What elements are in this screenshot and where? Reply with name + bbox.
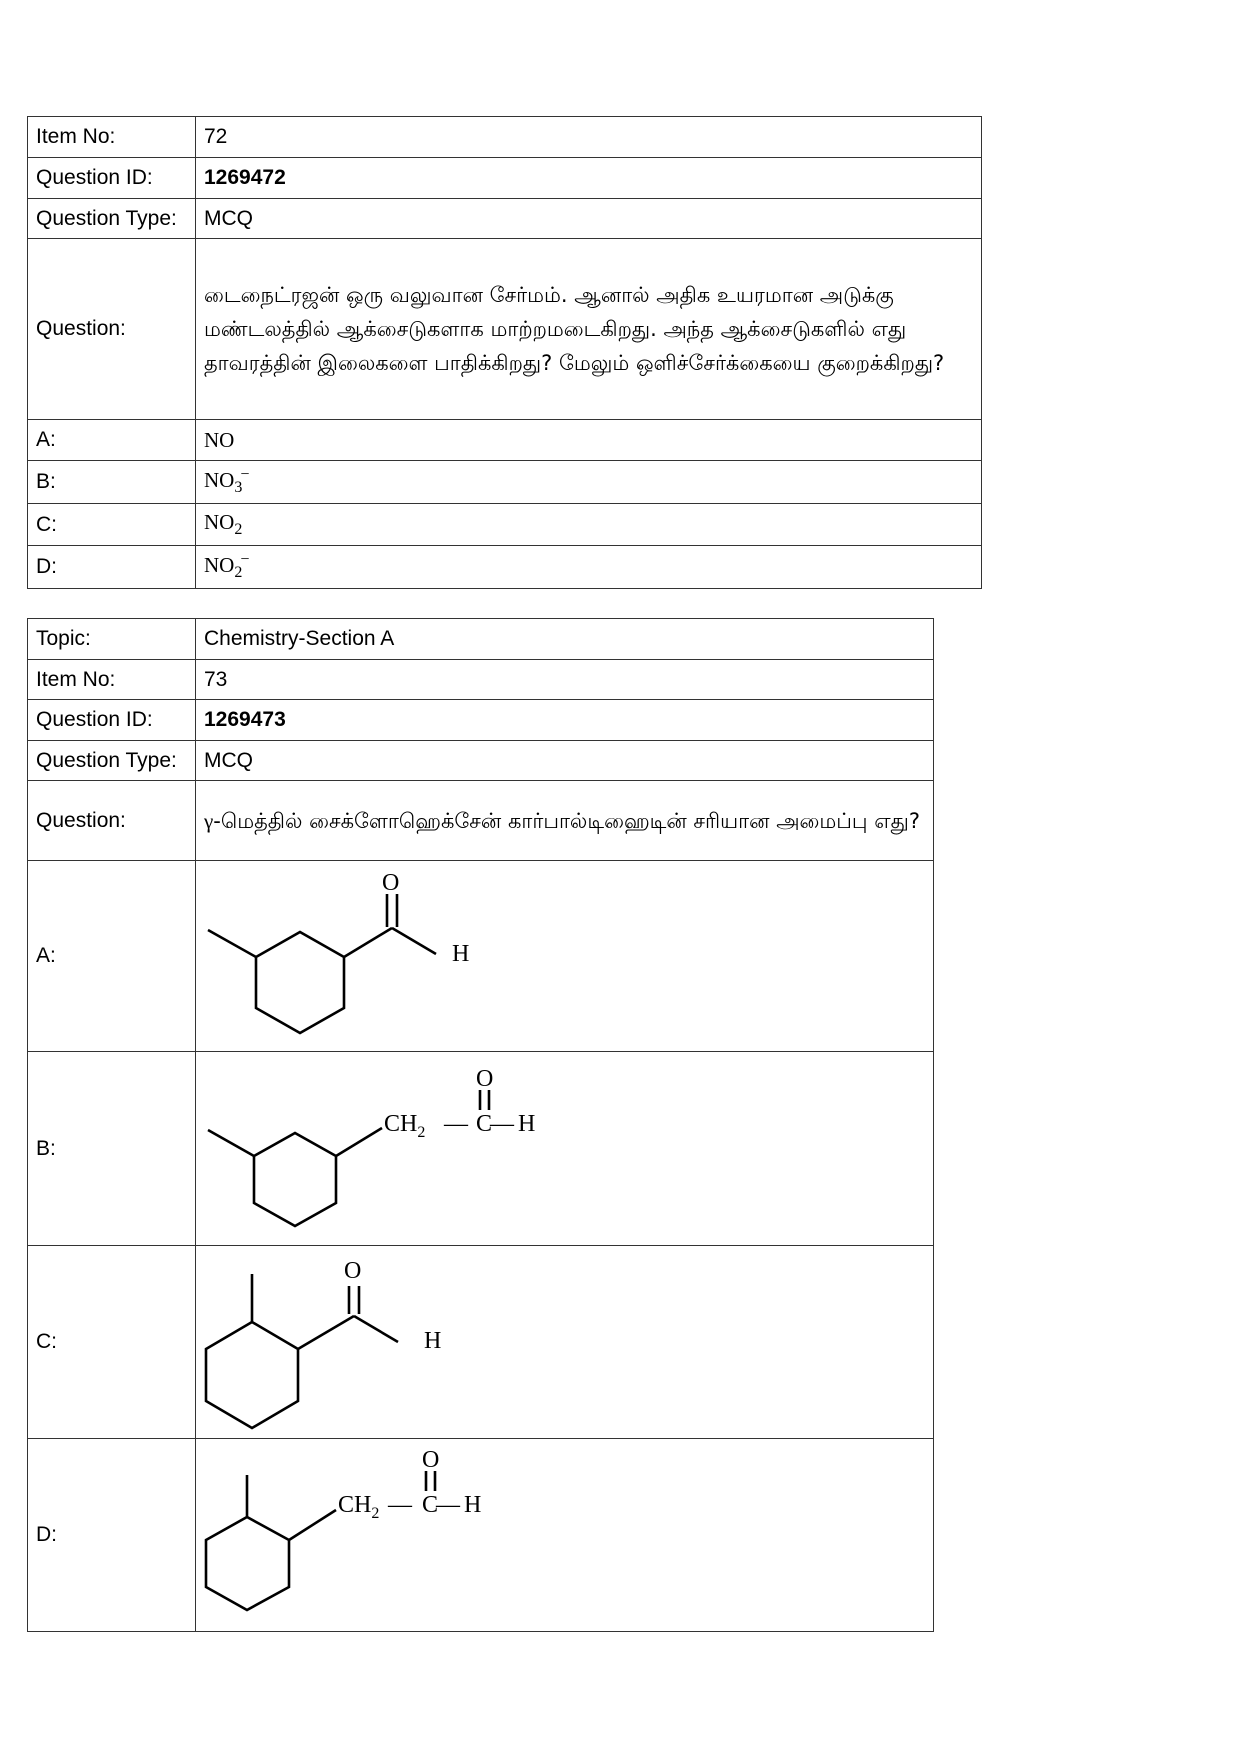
option-a-structure (196, 861, 934, 1052)
question-type-row (28, 199, 982, 239)
hydrogen-atom: H (518, 1111, 536, 1137)
hydrogen-atom: H (452, 941, 470, 967)
structure-d-svg (196, 1439, 936, 1625)
question-type-label: Question Type: (28, 741, 196, 781)
cyclohexane-ring (206, 1322, 298, 1428)
question-73-table (27, 618, 934, 1632)
carbon-atom: C (476, 1111, 493, 1137)
question-label: Question: (28, 781, 196, 861)
option-c-structure (196, 1246, 934, 1439)
topic-value: Chemistry-Section A (196, 619, 934, 660)
bond-dash-1: — (388, 1492, 412, 1518)
oxygen-atom: O (476, 1066, 494, 1092)
option-b-row (28, 1052, 934, 1246)
question-text: டைநைட்ரஜன் ஒரு வலுவான சேர்மம். ஆனால் அதிக உயரமான அடுக்கு மண்டலத்தில் ஆக்சைடுகளாக மாற்றமடைகிறது. அந்த ஆக்சைடுகளில் எது தாவரத்தின் இலைகளை பாதிக்கிறது? மேலும் ஒளிச்சேர்க்கையை குறைக்கிறது? (196, 239, 982, 420)
option-d-formula (196, 546, 982, 589)
formula-superscript: − (240, 551, 250, 569)
ch2-group: $CH_2$ (384, 1111, 426, 1141)
item-no-label: Item No: (28, 660, 196, 700)
option-a-row (28, 420, 982, 461)
formula-base: NO (204, 427, 235, 452)
item-no-value: 73 (196, 660, 934, 700)
structure-a-svg (196, 861, 936, 1045)
ch2-group: $CH_2$ (338, 1492, 380, 1522)
question-label: Question: (28, 239, 196, 420)
gamma-symbol: γ (204, 808, 214, 833)
question-body: -மெத்தில் சைக்ளோஹெக்சேன் கார்பால்டிஹைடின் சரியான அமைப்பு எது? (213, 808, 920, 833)
formula-superscript: − (240, 466, 250, 484)
bond-dash-1: — (444, 1111, 468, 1137)
question-type-value: MCQ (196, 741, 934, 781)
formula-base: NO (204, 509, 235, 534)
bond-dash-2: — (490, 1111, 514, 1137)
cyclohexane-ring (206, 1517, 289, 1610)
oxygen-atom: O (382, 870, 400, 896)
option-a-row (28, 861, 934, 1052)
ring-to-ch2-bond (289, 1510, 336, 1540)
topic-row (28, 619, 934, 660)
item-no-row (28, 117, 982, 158)
question-type-label: Question Type: (28, 199, 196, 239)
option-d-label: D: (28, 1439, 196, 1632)
question-id-value: 1269473 (196, 700, 934, 741)
option-a-label: A: (28, 861, 196, 1052)
question-id-label: Question ID: (28, 158, 196, 199)
oxygen-atom: O (422, 1447, 440, 1473)
aldehyde-h-bond (392, 928, 436, 954)
formula-subscript: 2 (234, 521, 243, 539)
question-id-value: 1269472 (196, 158, 982, 199)
option-b-label: B: (28, 1052, 196, 1246)
option-c-formula (196, 504, 982, 546)
carbon-atom: C (422, 1492, 439, 1518)
ring-to-carbonyl-bond (344, 928, 392, 957)
option-a-formula (196, 420, 982, 461)
formula-base: NO (204, 553, 235, 578)
cyclohexane-ring (254, 1133, 336, 1226)
option-b-row (28, 461, 982, 504)
question-row (28, 781, 934, 861)
option-d-structure (196, 1439, 934, 1632)
aldehyde-h-bond (354, 1316, 398, 1342)
option-d-row (28, 546, 982, 589)
formula-base: NO (204, 468, 235, 493)
option-c-label: C: (28, 1246, 196, 1439)
option-d-row (28, 1439, 934, 1632)
topic-label: Topic: (28, 619, 196, 660)
option-c-row (28, 504, 982, 546)
question-72-table (27, 116, 982, 589)
ring-to-ch2-bond (336, 1128, 382, 1156)
structure-c-svg (196, 1246, 936, 1432)
methyl-bond (208, 930, 256, 957)
structure-b-svg (196, 1052, 936, 1239)
question-id-row (28, 158, 982, 199)
cyclohexane-ring (256, 932, 344, 1033)
option-b-label: B: (28, 461, 196, 504)
option-b-structure (196, 1052, 934, 1246)
item-no-row (28, 660, 934, 700)
ring-to-carbonyl-bond (298, 1316, 354, 1349)
oxygen-atom: O (344, 1258, 362, 1284)
bond-dash-2: — (436, 1492, 460, 1518)
question-id-label: Question ID: (28, 700, 196, 741)
formula-subscript: 2 (234, 564, 243, 582)
question-row (28, 239, 982, 420)
item-no-value: 72 (196, 117, 982, 158)
option-c-label: C: (28, 504, 196, 546)
question-type-value: MCQ (196, 199, 982, 239)
option-c-row (28, 1246, 934, 1439)
hydrogen-atom: H (424, 1328, 442, 1354)
question-id-row (28, 700, 934, 741)
question-type-row (28, 741, 934, 781)
option-b-formula (196, 461, 982, 504)
methyl-bond (208, 1130, 254, 1156)
hydrogen-atom: H (464, 1492, 482, 1518)
item-no-label: Item No: (28, 117, 196, 158)
option-d-label: D: (28, 546, 196, 589)
question-text (196, 781, 934, 861)
option-a-label: A: (28, 420, 196, 461)
formula-subscript: 3 (234, 479, 243, 497)
